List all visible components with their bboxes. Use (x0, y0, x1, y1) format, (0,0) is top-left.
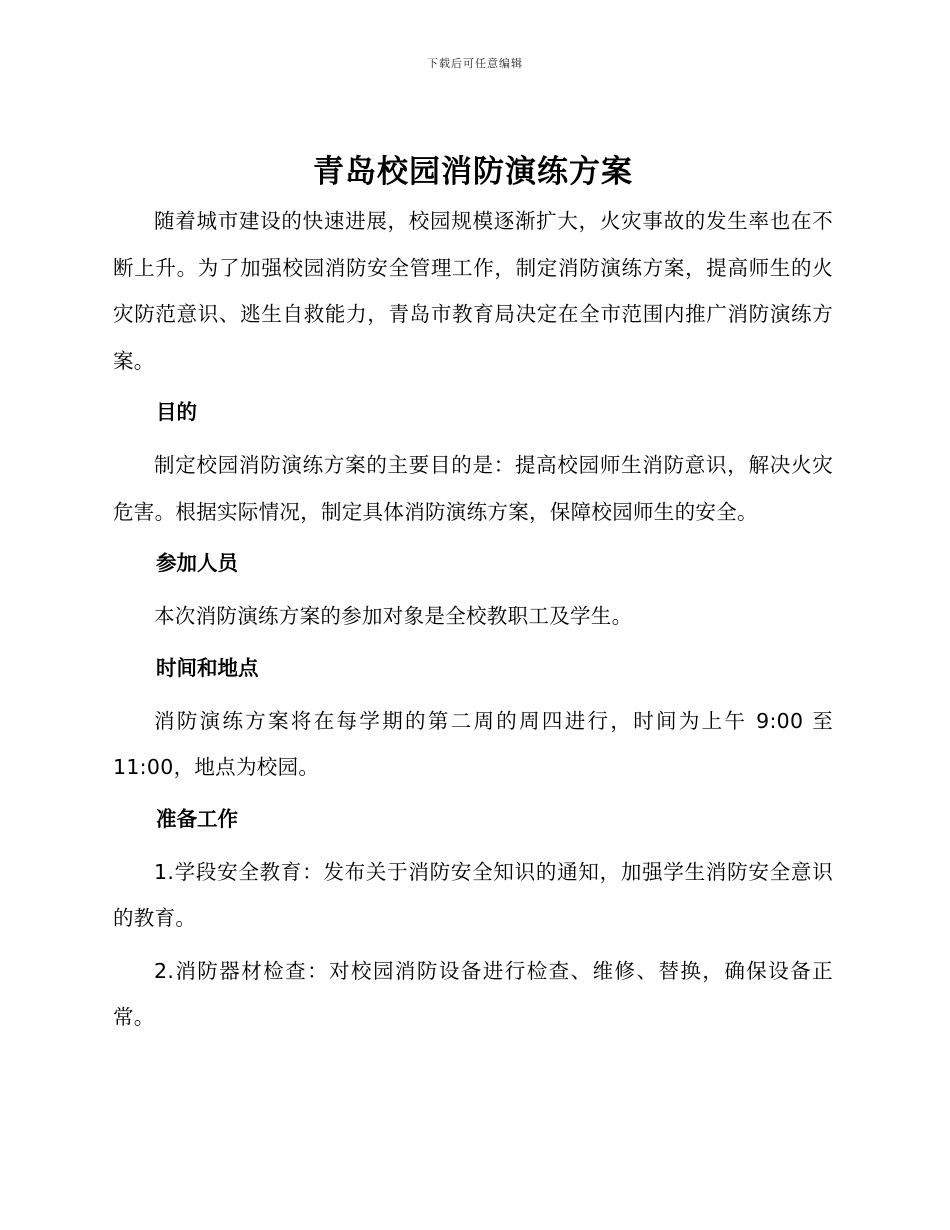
section-heading: 准备工作 (156, 806, 238, 831)
document-title: 青岛校园消防演练方案 (313, 154, 633, 190)
intro-paragraph: 随着城市建设的快速进展，校园规模逐渐扩大，火灾事故的发生率也在不断上升。为了加强校园消防安全管理工作，制定消防演练方案，提高师生的火灾防范意识、逃生自救能力，青岛市教育局决定在全市范围内推广消防演练方案。 (113, 209, 833, 373)
preparation-item-2: 2.消防器材检查：对校园消防设备进行检查、维修、替换，确保设备正常。 (113, 958, 833, 1029)
section-heading: 目的 (156, 400, 197, 424)
section-time-and-place (113, 650, 833, 791)
document-body (113, 148, 833, 1041)
header-note: 下载后可任意编辑 (427, 57, 523, 70)
section-paragraph: 消防演练方案将在每学期的第二周的周四进行，时间为上午 9:00 至 11:00，地点为校园。 (113, 708, 833, 779)
section-paragraph: 本次消防演练方案的参加对象是全校教职工及学生。 (154, 604, 633, 628)
section-preparation (113, 801, 833, 1041)
section-purpose (113, 394, 833, 535)
section-paragraph: 制定校园消防演练方案的主要目的是：提高校园师生消防意识，解决火灾危害。根据实际情况，制定具体消防演练方案，保障校园师生的安全。 (113, 453, 833, 524)
preparation-item-1: 1.学段安全教育：发布关于消防安全知识的通知，加强学生消防安全意识的教育。 (113, 859, 833, 930)
section-participants (113, 545, 833, 640)
section-heading: 时间和地点 (156, 655, 259, 680)
section-heading: 参加人员 (156, 551, 238, 575)
